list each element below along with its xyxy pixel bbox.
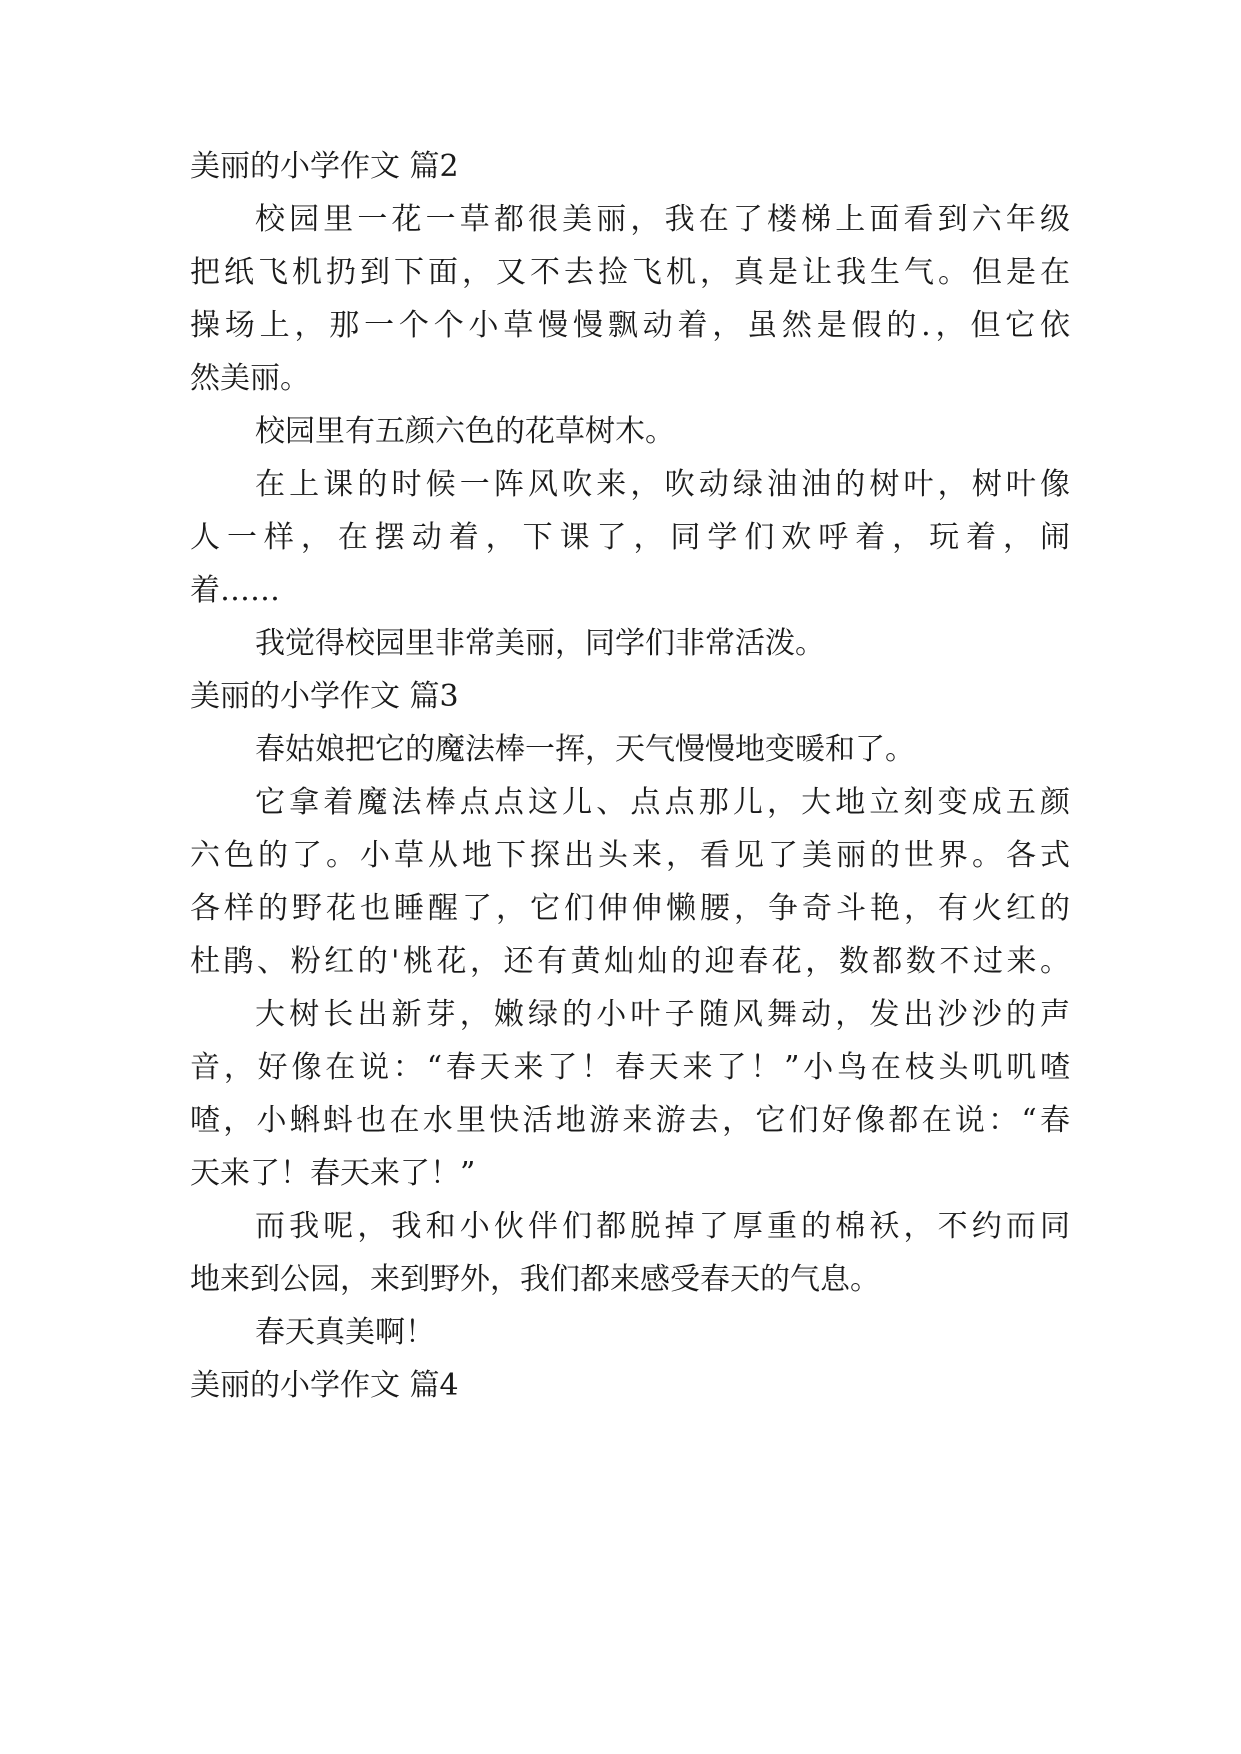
paragraph-line: 春姑娘把它的魔法棒一挥，天气慢慢地变暖和了。: [255, 732, 915, 767]
paragraph-line: 地来到公园，来到野外，我们都来感受春天的气息。: [190, 1262, 880, 1297]
paragraph-line: 在上课的时候一阵风吹来，吹动绿油油的树叶，树叶像: [255, 467, 1070, 502]
paragraph-line: 春天真美啊！: [255, 1315, 435, 1350]
essay-heading: 美丽的小学作文 篇4: [190, 1368, 459, 1403]
paragraph-line: 人一样，在摆动着，下课了，同学们欢呼着，玩着，闹: [190, 520, 1070, 555]
paragraph-line: 六色的了。小草从地下探出头来，看见了美丽的世界。各式: [190, 838, 1070, 873]
paragraph-line: 校园里一花一草都很美丽，我在了楼梯上面看到六年级: [255, 202, 1070, 237]
paragraph-line: 然美丽。: [190, 361, 310, 396]
essay-heading: 美丽的小学作文 篇3: [190, 679, 459, 714]
paragraph-line: 音，好像在说：“春天来了！春天来了！”小鸟在枝头叽叽喳: [190, 1050, 1070, 1085]
paragraph-line: 而我呢，我和小伙伴们都脱掉了厚重的棉袄，不约而同: [255, 1209, 1070, 1244]
paragraph-line: 我觉得校园里非常美丽，同学们非常活泼。: [255, 626, 825, 661]
paragraph-line: 它拿着魔法棒点点这儿、点点那儿，大地立刻变成五颜: [255, 785, 1070, 820]
paragraph-line: 把纸飞机扔到下面，又不去捡飞机，真是让我生气。但是在: [190, 255, 1070, 290]
paragraph-line: 杜鹃、粉红的'桃花，还有黄灿灿的迎春花，数都数不过来。: [190, 944, 1070, 979]
paragraph-line: 校园里有五颜六色的花草树木。: [255, 414, 675, 449]
paragraph-line: 各样的野花也睡醒了，它们伸伸懒腰，争奇斗艳，有火红的: [190, 891, 1070, 926]
paragraph-line: 大树长出新芽，嫩绿的小叶子随风舞动，发出沙沙的声: [255, 997, 1070, 1032]
essay-heading: 美丽的小学作文 篇2: [190, 149, 459, 184]
paragraph-line: 操场上，那一个个小草慢慢飘动着，虽然是假的.，但它依: [190, 308, 1070, 343]
paragraph-line: 天来了！春天来了！”: [190, 1156, 476, 1191]
paragraph-line: 喳，小蝌蚪也在水里快活地游来游去，它们好像都在说：“春: [190, 1103, 1070, 1138]
paragraph-line: 着……: [190, 573, 280, 608]
